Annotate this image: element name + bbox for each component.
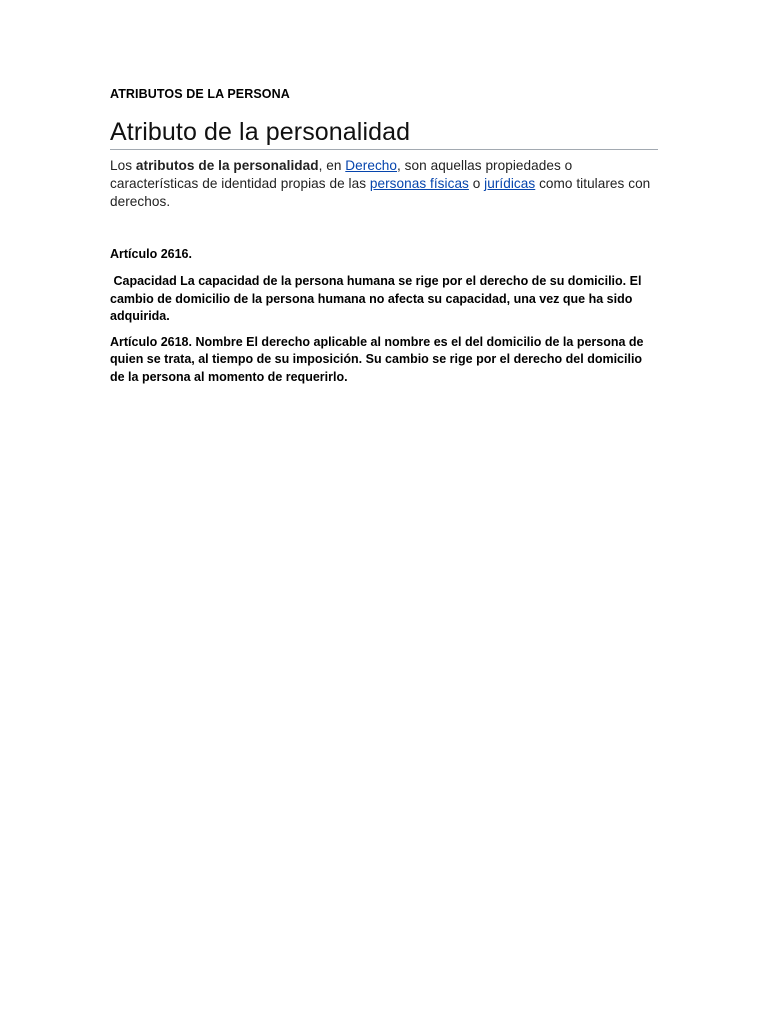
- article-2618-text: Artículo 2618. Nombre El derecho aplicable al nombre es el del domicilio de la persona de quien se trata, al tiempo de su imposición. Su cambio se rige por el derecho del domicilio de la persona al momento de requerirlo.: [110, 334, 647, 384]
- section-heading: Atributo de la personalidad: [110, 116, 658, 150]
- article-2616-text: Capacidad La capacidad de la persona humana se rige por el derecho de su domicilio. El cambio de domicilio de la persona humana no afecta su capacidad, una vez que ha sido adquirida.: [110, 274, 645, 323]
- intro-text: o: [468, 176, 485, 191]
- intro-bold-term: atributos de la personalidad: [135, 158, 319, 173]
- intro-text: Los: [110, 158, 136, 173]
- intro-text: , son aquellas propiedades o características de identidad propias de las: [110, 158, 573, 191]
- intro-text: como titulares con derechos.: [110, 176, 651, 209]
- intro-text: , en: [318, 158, 346, 173]
- link-personas-fisicas[interactable]: personas físicas: [369, 176, 469, 191]
- document-title: ATRIBUTOS DE LA PERSONA: [110, 87, 290, 101]
- link-derecho[interactable]: Derecho: [345, 158, 398, 173]
- intro-paragraph: [110, 157, 658, 211]
- document-content: [110, 86, 658, 386]
- link-juridicas[interactable]: jurídicas: [484, 176, 536, 191]
- article-2616-label: Artículo 2616.: [110, 247, 192, 261]
